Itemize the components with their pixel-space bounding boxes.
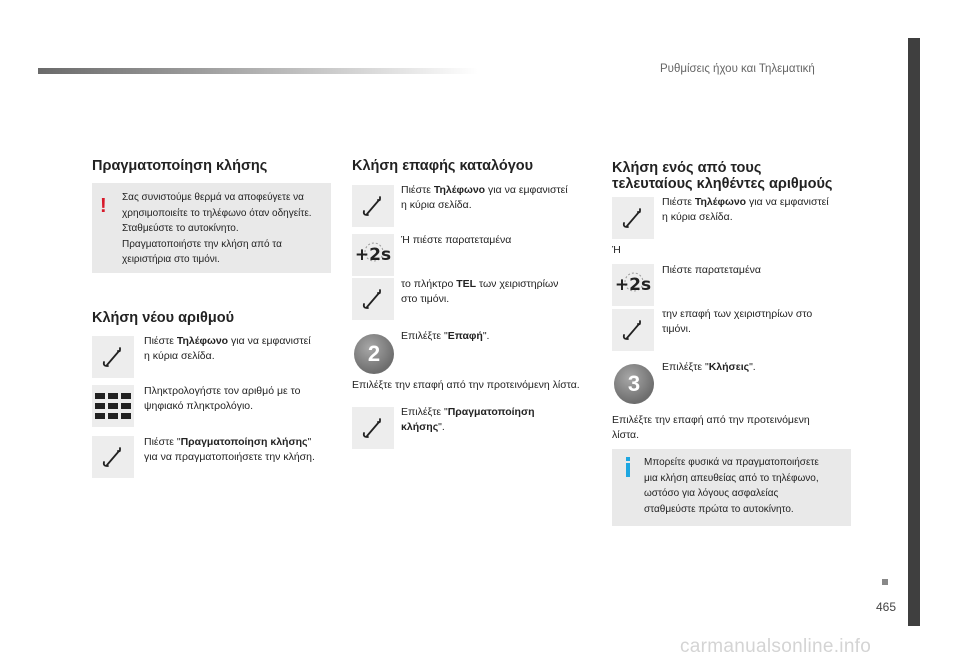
header-gradient-bar	[38, 68, 478, 74]
step-number-3: 3	[614, 364, 654, 404]
phone-icon	[620, 205, 646, 231]
phone-icon-tile	[92, 336, 134, 378]
page-edge-bar	[908, 38, 920, 626]
step-make-call: Επιλέξτε "Πραγματοποίηση κλήσης".	[401, 406, 535, 433]
step-choose-from-list: Επιλέξτε την επαφή από την προτεινόμενη λίστα.	[352, 379, 580, 391]
contact-icon-tile	[612, 309, 654, 351]
phone-icon	[100, 344, 126, 370]
phone-icon	[360, 415, 386, 441]
keypad-icon	[95, 392, 131, 420]
step-steering-contact: την επαφή των χειριστηρίων στο τιμόνι.	[662, 308, 813, 335]
info-box	[612, 449, 851, 526]
step-select-contact: Επιλέξτε "Επαφή".	[401, 330, 490, 342]
section-title-recent-calls: Κλήση ενός από τους τελευταίους κληθέντες αριθμούς	[612, 160, 833, 192]
header-title: Ρυθμίσεις ήχου και Τηλεματική	[660, 63, 815, 75]
step-choose-from-list: Επιλέξτε την επαφή από την προτεινόμενη λίστα.	[612, 414, 810, 441]
step-or-long-press: Ή πιέστε παρατεταμένα	[401, 234, 512, 246]
step-press-phone: Πιέστε Τηλέφωνο για να εμφανιστεί η κύρια σελίδα.	[401, 184, 568, 211]
step-press-phone: Πιέστε Τηλέφωνο για να εμφανιστεί η κύρια σελίδα.	[662, 196, 829, 223]
section-title-new-number: Κλήση νέου αριθμού	[92, 310, 235, 326]
phone-icon	[620, 317, 646, 343]
long-press-tile	[352, 234, 394, 276]
section-title-call-contact: Κλήση επαφής καταλόγου	[352, 158, 534, 174]
step-select-calls: Επιλέξτε "Κλήσεις".	[662, 361, 756, 373]
phone-icon	[100, 444, 126, 470]
page-marker	[882, 579, 888, 585]
watermark: carmanualsonline.info	[680, 636, 872, 657]
long-press-badge: +2s	[614, 275, 652, 295]
step-tel-key: το πλήκτρο TEL των χειριστηρίων στο τιμόνι.	[401, 278, 559, 305]
phone-icon	[360, 286, 386, 312]
page-number: 465	[876, 600, 897, 614]
tel-icon-tile	[352, 278, 394, 320]
warning-box	[92, 183, 331, 273]
keypad-icon-tile	[92, 385, 134, 427]
phone-icon-tile	[352, 185, 394, 227]
step-press-phone: Πιέστε Τηλέφωνο για να εμφανιστεί η κύρια σελίδα.	[144, 335, 311, 362]
phone-icon-tile	[612, 197, 654, 239]
step-dial-number: Πληκτρολογήστε τον αριθμό με το ψηφιακό πληκτρολόγιο.	[144, 385, 301, 412]
section-title-make-call: Πραγματοποίηση κλήσης	[92, 158, 268, 174]
warning-icon: !	[100, 195, 107, 217]
phone-icon	[360, 193, 386, 219]
long-press-badge: +2s	[354, 245, 392, 265]
step-long-press: Πιέστε παρατεταμένα	[662, 264, 761, 276]
info-icon	[624, 457, 632, 477]
call-icon-tile	[352, 407, 394, 449]
info-text: Μπορείτε φυσικά να πραγματοποιήσετε μια κλήση απευθείας από το τηλέφωνο, ωστόσο για λόγους ασφαλείας σταθμεύστε πρώτα το αυτοκίνητο.	[644, 457, 819, 515]
long-press-tile	[612, 264, 654, 306]
or-label: Ή	[612, 244, 621, 256]
step-make-call: Πιέστε "Πραγματοποίηση κλήσης" για να πραγματοποιήσετε την κλήση.	[144, 436, 315, 463]
call-icon-tile	[92, 436, 134, 478]
warning-text: Σας συνιστούμε θερμά να αποφεύγετε να χρησιμοποιείτε το τηλέφωνο όταν οδηγείτε. Σταθμεύστε το αυτοκίνητο. Πραγματοποιήστε την κλήση από τα χειριστήρια στο τιμόνι.	[122, 192, 312, 265]
step-number-2: 2	[354, 334, 394, 374]
